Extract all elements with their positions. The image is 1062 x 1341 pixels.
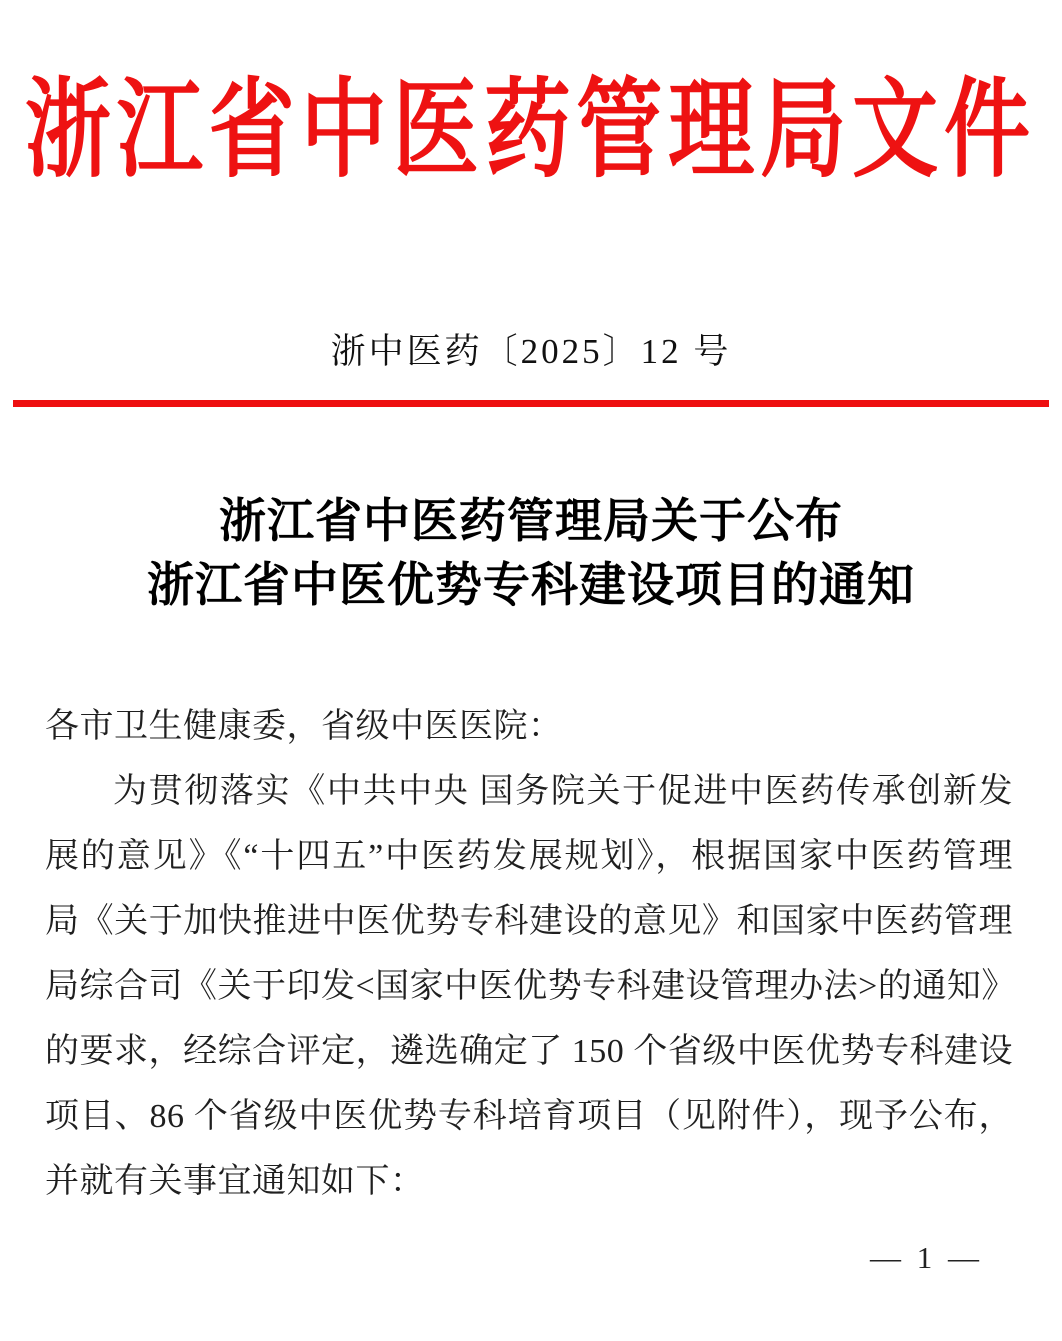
agency-header: 浙江省中医药管理局文件 (25, 70, 1032, 191)
body-line: 并就有关事宜通知如下： (45, 1163, 425, 1200)
body-line: 局《关于加快推进中医优势专科建设的意见》和国家中医药管理 (45, 903, 1013, 940)
document-title-line1: 浙江省中医药管理局关于公布 (219, 496, 843, 548)
document-body (45, 694, 1016, 1214)
document-title (0, 490, 1062, 618)
red-separator-rule (13, 400, 1049, 407)
body-line: 项目、86 个省级中医优势专科培育项目（见附件），现予公布， (45, 1098, 1013, 1135)
page-number: — 1 — (870, 1240, 983, 1275)
body-line: 为贯彻落实《中共中央 国务院关于促进中医药传承创新发 (113, 773, 1013, 810)
body-line: 局综合司《关于印发<国家中医优势专科建设管理办法>的通知》 (45, 968, 1016, 1005)
body-line: 的要求，经综合评定，遴选确定了 150 个省级中医优势专科建设 (45, 1033, 1013, 1070)
document-number: 浙中医药〔2025〕12 号 (330, 332, 732, 371)
salutation-line: 各市卫生健康委，省级中医医院： (45, 708, 563, 745)
body-line: 展的意见》《“十四五”中医药发展规划》，根据国家中医药管理 (45, 838, 1013, 875)
document-title-line2: 浙江省中医优势专科建设项目的通知 (147, 560, 915, 612)
